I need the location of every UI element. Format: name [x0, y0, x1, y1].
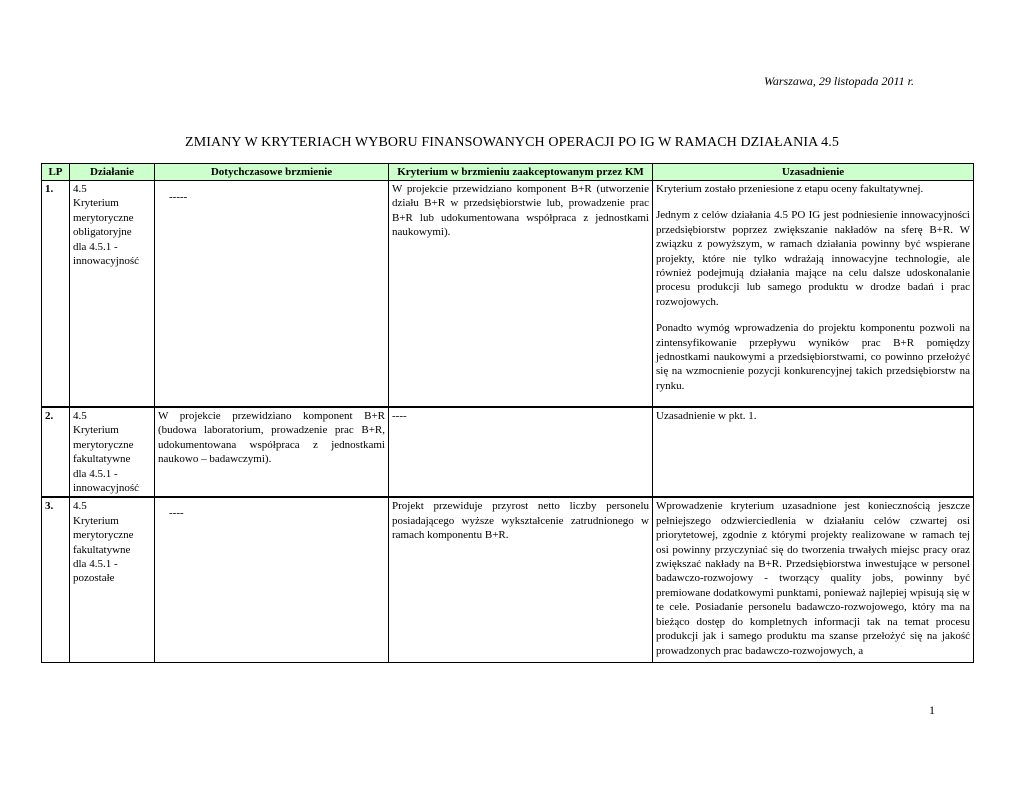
- dzialanie-line: 4.5: [73, 183, 87, 195]
- table-row: [42, 407, 974, 497]
- dzialanie-line: merytoryczne: [73, 438, 134, 451]
- document-title: ZMIANY W KRYTERIACH WYBORU FINANSOWANYCH OPERACJI PO IG W RAMACH DZIAŁANIA 4.5: [185, 135, 839, 150]
- header-uzasadnienie: Uzasadnienie: [653, 164, 974, 181]
- uzasadnienie-paragraph: Jednym z celów działania 4.5 PO IG jest podniesienie innowacyjności przedsiębiorstw poprzez zwiększanie nakładów na sferę B+R. W związku z powyższym, w ramach działania powinny być wspierane projekty, które nie tylko wdrażają innowacyjne technologie, ale również podejmują działania mające na celu dalsze udoskonalanie procesu produkcji lub samego produktu w drodze badań i prac rozwojowych.: [656, 209, 970, 308]
- row-dotychczasowe: W projekcie przewidziano komponent B+R (budowa laboratorium, prowadzenie prac B+R, udokumentowana współpraca z jednostkami naukowo – badawczymi).: [155, 407, 389, 497]
- dzialanie-line: obligatoryjne: [73, 226, 132, 239]
- header-dzialanie: Działanie: [70, 164, 155, 181]
- row-kryterium: Projekt przewiduje przyrost netto liczby personelu posiadającego wyższe wykształcenie zatrudnionego w ramach komponentu B+R.: [389, 497, 653, 663]
- row-dzialanie: [70, 407, 155, 497]
- row-kryterium: ----: [389, 407, 653, 497]
- uzasadnienie-paragraph: Uzasadnienie w pkt. 1.: [656, 410, 757, 422]
- dzialanie-line: dla 4.5.1 -: [73, 240, 118, 253]
- empty-placeholder: -----: [169, 191, 188, 203]
- row-dzialanie: [70, 497, 155, 663]
- dzialanie-line: 4.5: [73, 410, 87, 422]
- page-number: 1: [929, 703, 935, 717]
- dzialanie-line: innowacyjność: [73, 482, 139, 495]
- row-dotychczasowe: [155, 497, 389, 663]
- row-uzasadnienie: [653, 497, 974, 663]
- dzialanie-line: fakultatywne: [73, 453, 131, 466]
- header-dotychczasowe: Dotychczasowe brzmienie: [155, 164, 389, 181]
- dzialanie-line: dla 4.5.1 -: [73, 467, 118, 480]
- header-lp: LP: [42, 164, 70, 181]
- dzialanie-line: Kryterium: [73, 514, 119, 527]
- dzialanie-line: 4.5: [73, 500, 87, 513]
- row-lp: 2.: [42, 407, 70, 497]
- document-date: Warszawa, 29 listopada 2011 r.: [763, 74, 914, 88]
- row-uzasadnienie: [653, 181, 974, 408]
- dzialanie-line: merytoryczne: [73, 529, 134, 542]
- criteria-table: [41, 163, 974, 663]
- row-dotychczasowe: [155, 181, 389, 408]
- empty-placeholder: ----: [169, 507, 184, 520]
- table-row: [42, 497, 974, 663]
- row-kryterium: W projekcie przewidziano komponent B+R (utworzenie działu B+R w przedsiębiorstwie lub, prowadzenie prac B+R lub udokumentowana współpraca z jednostkami naukowymi).: [389, 181, 653, 408]
- row-uzasadnienie: [653, 407, 974, 497]
- row-lp: 1.: [42, 181, 70, 408]
- dzialanie-line: innowacyjność: [73, 255, 139, 268]
- dzialanie-line: Kryterium: [73, 197, 119, 210]
- dzialanie-line: pozostałe: [73, 572, 115, 585]
- uzasadnienie-paragraph: Ponadto wymóg wprowadzenia do projektu komponentu pozwoli na zintensyfikowanie przepływu wyników prac B+R pomiędzy jednostkami naukowymi a przedsiębiorstwami, co powinno przełożyć się na wzmocnienie pozycji konkurencyjnej takich przedsiębiorstw na rynku.: [656, 322, 970, 392]
- uzasadnienie-paragraph: Wprowadzenie kryterium uzasadnione jest koniecznością jeszcze pełniejszego odzwierciedlenia w działaniu celów czwartej osi priorytetowej, zgodnie z którymi projekty realizowane w ramach tej osi powinny przyczyniać się do tworzenia trwałych miejsc pracy oraz zwiększać nakłady na B+R. Przedsiębiorstwa inwestujące w personel badawczo-rozwojowy - tworzący quality jobs, powinny być premiowane dodatkowymi punktami, ponieważ najlepiej wpisują się w te cele. Posiadanie personelu badawczo-rozwojowego, który ma na bieżąco dostęp do kompletnych informacji tak na temat procesu produkcji jak i samego produktu ma szanse przełożyć się na jakość prowadzonych prac badawczo-rozwojowych, a: [656, 500, 970, 657]
- header-kryterium: Kryterium w brzmieniu zaakceptowanym przez KM: [389, 164, 653, 181]
- table-header-row: [42, 164, 974, 181]
- uzasadnienie-paragraph: Kryterium zostało przeniesione z etapu oceny fakultatywnej.: [656, 183, 924, 195]
- row-lp: 3.: [42, 497, 70, 663]
- dzialanie-line: dla 4.5.1 -: [73, 558, 118, 571]
- table-row: [42, 181, 974, 408]
- dzialanie-line: merytoryczne: [73, 211, 134, 224]
- dzialanie-line: fakultatywne: [73, 543, 131, 556]
- row-dzialanie: [70, 181, 155, 408]
- dzialanie-line: Kryterium: [73, 424, 119, 437]
